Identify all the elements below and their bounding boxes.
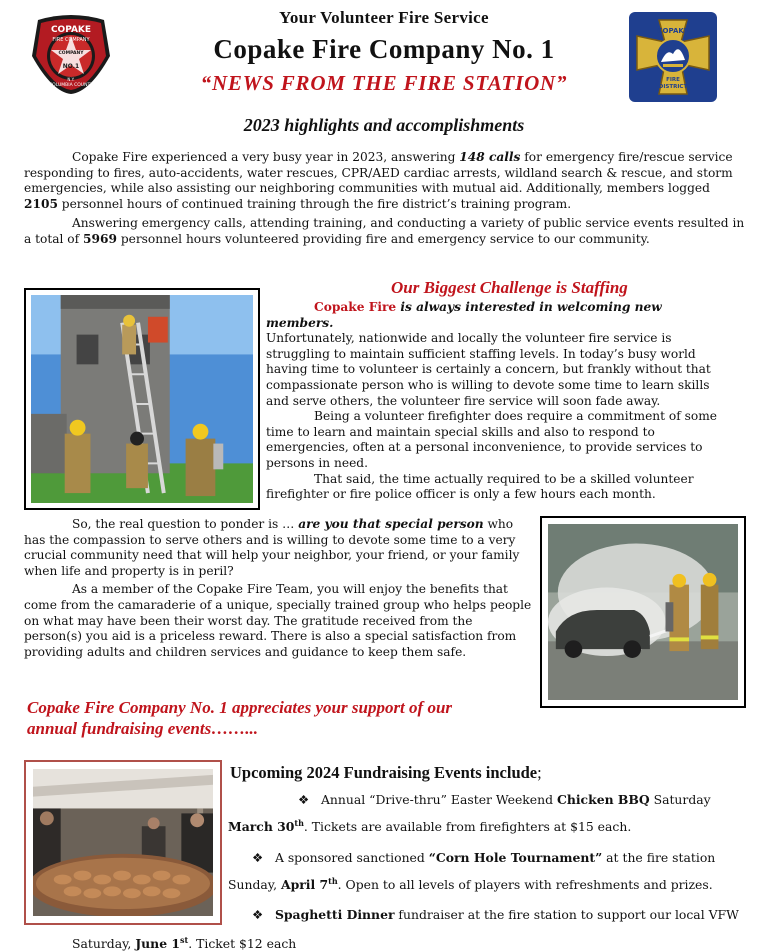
- svg-text:COLUMBIA COUNTY: COLUMBIA COUNTY: [49, 83, 93, 88]
- event-chicken-bbq: ❖ Annual “Drive-thru” Easter Weekend Chicken BBQ Saturday March 30th. Tickets are available from firefighters at $15 each.: [228, 792, 711, 834]
- svg-text:COMPANY: COMPANY: [58, 51, 84, 56]
- question-paragraph: So, the real question to ponder is … are you that special person who has the compassion to serve others and is willing to devote some time to a very crucial community need that will help your neighbor, your friend, or your family when life and property is in peril?: [24, 517, 520, 578]
- svg-text:DISTRICT: DISTRICT: [658, 84, 688, 90]
- svg-text:COPAKE: COPAKE: [657, 27, 689, 35]
- bullet-icon: ❖: [298, 792, 310, 807]
- newsletter-subtitle: “NEWS FROM THE FIRE STATION”: [200, 71, 568, 95]
- question-body: [24, 517, 532, 660]
- svg-text:COPAKE: COPAKE: [50, 25, 92, 35]
- newsletter-title: Copake Fire Company No. 1: [213, 34, 555, 64]
- bullet-icon: ❖: [252, 907, 264, 922]
- highlights-body: [24, 150, 746, 248]
- svg-text:NO.1: NO.1: [62, 63, 80, 70]
- highlights-paragraph-2: Answering emergency calls, attending training, and conducting a variety of public service events resulted in a total of 5969 personnel hours volunteered providing fire and emergency service to our community.: [24, 216, 745, 246]
- events-heading: Upcoming 2024 Fundraising Events include;: [230, 763, 542, 782]
- svg-text:FIRE: FIRE: [666, 77, 680, 83]
- staffing-paragraph-2: Being a volunteer firefighter does require a commitment of some time to learn and maintain special skills and also to respond to emergencies, often at a personal inconvenience, to provide services to persons in need.: [266, 409, 717, 470]
- car-fire-training-photo: [540, 516, 746, 708]
- event-spaghetti-dinner: ❖ Spaghetti Dinner fundraiser at the fire station to support our local VFW: [252, 907, 739, 922]
- staffing-heading: Our Biggest Challenge is Staffing: [391, 278, 628, 297]
- bullet-icon: ❖: [252, 850, 264, 865]
- highlights-paragraph-1: Copake Fire experienced a very busy year in 2023, answering 148 calls for emergency fire/rescue service responding to fires, auto-accidents, water rescues, CPR/AED cardiac arrests, wildland search & rescue, and storm emergencies, while also assisting our neighboring communities with mutual aid. Additionally, members logged 2105 personnel hours of continued training through the fire district’s training program.: [24, 150, 733, 211]
- staffing-lead: Copake Fire is always interested in welcoming new members.: [266, 300, 662, 330]
- appreciation-note: Copake Fire Company No. 1 appreciates your support of our annual fundraising events……...: [27, 698, 453, 738]
- svg-text:N.Y.: N.Y.: [67, 77, 75, 82]
- staffing-paragraph-3: That said, the time actually required to be a skilled volunteer firefighter or fire police officer is only a few hours each month.: [266, 471, 694, 502]
- staffing-paragraph-1: Unfortunately, nationwide and locally the volunteer fire service is struggling to maintain sufficient staffing levels. In today’s busy world having time to volunteer is certainly a concern, but frankly without that compassionate person who is willing to devote some time to learn skills and serve others, the volunteer fire service will soon fade away.: [266, 331, 711, 408]
- svg-text:FIRE COMPANY: FIRE COMPANY: [52, 37, 90, 43]
- newsletter-kicker: Your Volunteer Fire Service: [279, 8, 489, 27]
- event-corn-hole: ❖ A sponsored sanctioned “Corn Hole Tournament” at the fire station Sunday, April 7th. Open to all levels of players with refreshments and prizes.: [228, 850, 716, 892]
- event-spaghetti-date: Saturday, June 1st. Ticket $12 each: [72, 935, 297, 952]
- chicken-bbq-photo: [24, 760, 222, 925]
- member-paragraph: As a member of the Copake Fire Team, you will enjoy the benefits that come from the camaraderie of a unique, specially trained group who helps people on what may have been their worst day. The gratitude received from the person(s) you aid is a priceless reward. There is also a special satisfaction from providing adults and children services and guidance to keep them safe.: [24, 582, 532, 659]
- highlights-heading: 2023 highlights and accomplishments: [243, 115, 525, 135]
- staffing-body: [266, 300, 732, 503]
- ladder-training-photo: [24, 288, 260, 510]
